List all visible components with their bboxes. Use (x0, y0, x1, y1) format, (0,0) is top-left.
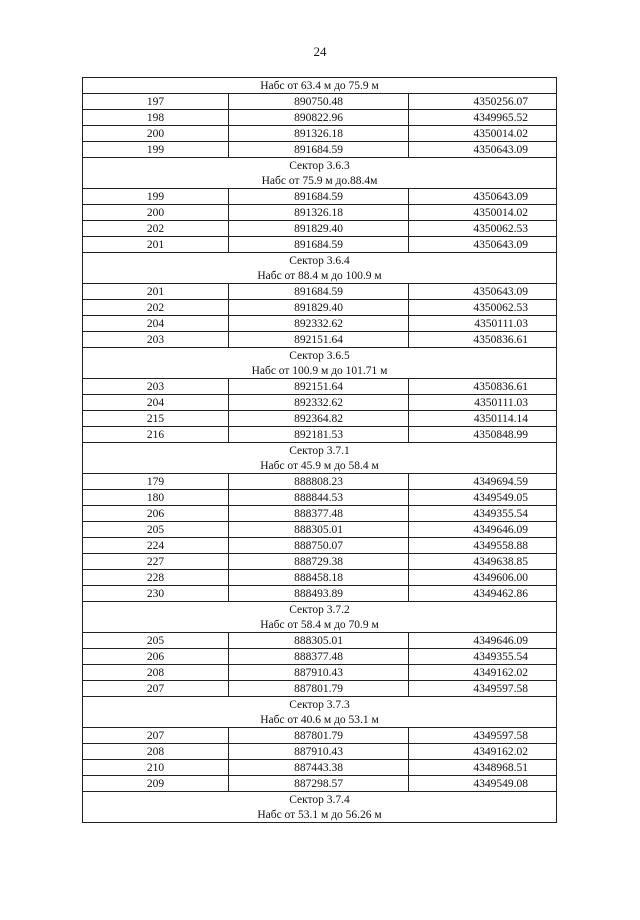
y-coordinate: 4349597.58 (409, 681, 557, 697)
height-range: Набс от 63.4 м до 75.9 м (83, 78, 557, 94)
point-number: 198 (83, 110, 229, 126)
y-coordinate: 4349965.52 (409, 110, 557, 126)
x-coordinate: 888305.01 (229, 522, 409, 538)
table-row (83, 554, 557, 570)
sector-title: Сектор 3.7.3 (83, 697, 557, 713)
sector-title: Сектор 3.6.3 (83, 158, 557, 174)
table-row (83, 744, 557, 760)
sector-title-row (83, 443, 557, 459)
point-number: 199 (83, 142, 229, 158)
table-row (83, 681, 557, 697)
y-coordinate: 4350111.03 (409, 395, 557, 411)
table-row (83, 221, 557, 237)
table-row (83, 570, 557, 586)
point-number: 200 (83, 205, 229, 221)
point-number: 199 (83, 189, 229, 205)
x-coordinate: 888844.53 (229, 490, 409, 506)
point-number: 197 (83, 94, 229, 110)
y-coordinate: 4349162.02 (409, 744, 557, 760)
table-row (83, 586, 557, 602)
point-number: 205 (83, 522, 229, 538)
y-coordinate: 4350114.14 (409, 411, 557, 427)
height-range-row (83, 712, 557, 728)
x-coordinate: 892181.53 (229, 427, 409, 443)
table-row (83, 205, 557, 221)
point-number: 207 (83, 681, 229, 697)
point-number: 204 (83, 316, 229, 332)
table-row (83, 665, 557, 681)
point-number: 201 (83, 237, 229, 253)
height-range-row (83, 363, 557, 379)
point-number: 216 (83, 427, 229, 443)
table-row (83, 427, 557, 443)
table-row (83, 506, 557, 522)
y-coordinate: 4349606.00 (409, 570, 557, 586)
point-number: 202 (83, 221, 229, 237)
point-number: 228 (83, 570, 229, 586)
x-coordinate: 891829.40 (229, 221, 409, 237)
point-number: 209 (83, 776, 229, 792)
sector-title-row (83, 602, 557, 618)
table-row (83, 411, 557, 427)
x-coordinate: 887443.38 (229, 760, 409, 776)
sector-title: Сектор 3.6.5 (83, 348, 557, 364)
y-coordinate: 4349355.54 (409, 649, 557, 665)
height-range-row (83, 173, 557, 189)
y-coordinate: 4350836.61 (409, 332, 557, 348)
y-coordinate: 4349597.58 (409, 728, 557, 744)
table-row (83, 395, 557, 411)
height-range-row (83, 807, 557, 823)
table-row (83, 189, 557, 205)
table-row (83, 776, 557, 792)
x-coordinate: 888458.18 (229, 570, 409, 586)
point-number: 210 (83, 760, 229, 776)
y-coordinate: 4350256.07 (409, 94, 557, 110)
table-row (83, 332, 557, 348)
table-row (83, 633, 557, 649)
x-coordinate: 888750.07 (229, 538, 409, 554)
x-coordinate: 892151.64 (229, 379, 409, 395)
y-coordinate: 4350643.09 (409, 237, 557, 253)
x-coordinate: 888305.01 (229, 633, 409, 649)
x-coordinate: 891829.40 (229, 300, 409, 316)
y-coordinate: 4350111.03 (409, 316, 557, 332)
y-coordinate: 4350643.09 (409, 189, 557, 205)
height-range-row (83, 617, 557, 633)
y-coordinate: 4350014.02 (409, 126, 557, 142)
x-coordinate: 891684.59 (229, 284, 409, 300)
x-coordinate: 892364.82 (229, 411, 409, 427)
table-row (83, 379, 557, 395)
point-number: 208 (83, 744, 229, 760)
page-number: 24 (313, 44, 327, 59)
table-row (83, 94, 557, 110)
x-coordinate: 887910.43 (229, 744, 409, 760)
sector-title-row (83, 792, 557, 808)
y-coordinate: 4350836.61 (409, 379, 557, 395)
x-coordinate: 887801.79 (229, 728, 409, 744)
point-number: 230 (83, 586, 229, 602)
height-range-row (83, 268, 557, 284)
sector-title: Сектор 3.7.2 (83, 602, 557, 618)
height-range: Набс от 40.6 м до 53.1 м (83, 712, 557, 728)
point-number: 224 (83, 538, 229, 554)
x-coordinate: 891684.59 (229, 142, 409, 158)
x-coordinate: 888493.89 (229, 586, 409, 602)
table-row (83, 142, 557, 158)
y-coordinate: 4349694.59 (409, 474, 557, 490)
coordinates-table-body (83, 78, 557, 823)
y-coordinate: 4350643.09 (409, 142, 557, 158)
x-coordinate: 892332.62 (229, 395, 409, 411)
point-number: 179 (83, 474, 229, 490)
point-number: 205 (83, 633, 229, 649)
x-coordinate: 888729.38 (229, 554, 409, 570)
table-row (83, 237, 557, 253)
height-range: Набс от 75.9 м до.88.4м (83, 173, 557, 189)
coordinates-table (82, 77, 557, 823)
point-number: 208 (83, 665, 229, 681)
y-coordinate: 4350062.53 (409, 221, 557, 237)
x-coordinate: 890822.96 (229, 110, 409, 126)
x-coordinate: 892332.62 (229, 316, 409, 332)
x-coordinate: 891684.59 (229, 237, 409, 253)
point-number: 204 (83, 395, 229, 411)
table-row (83, 522, 557, 538)
x-coordinate: 887910.43 (229, 665, 409, 681)
x-coordinate: 888808.23 (229, 474, 409, 490)
sector-title: Сектор 3.7.4 (83, 792, 557, 808)
y-coordinate: 4350062.53 (409, 300, 557, 316)
table-row (83, 126, 557, 142)
height-range: Набс от 45.9 м до 58.4 м (83, 458, 557, 474)
table-row (83, 284, 557, 300)
table-row (83, 316, 557, 332)
height-range: Набс от 88.4 м до 100.9 м (83, 268, 557, 284)
height-range: Набс от 100.9 м до 101.71 м (83, 363, 557, 379)
table-row (83, 760, 557, 776)
x-coordinate: 891326.18 (229, 126, 409, 142)
table-row (83, 538, 557, 554)
y-coordinate: 4349549.08 (409, 776, 557, 792)
sector-title-row (83, 697, 557, 713)
point-number: 206 (83, 506, 229, 522)
height-range-row (83, 78, 557, 94)
point-number: 207 (83, 728, 229, 744)
x-coordinate: 890750.48 (229, 94, 409, 110)
point-number: 203 (83, 332, 229, 348)
table-row (83, 300, 557, 316)
x-coordinate: 891326.18 (229, 205, 409, 221)
table-row (83, 649, 557, 665)
x-coordinate: 887298.57 (229, 776, 409, 792)
y-coordinate: 4349646.09 (409, 633, 557, 649)
x-coordinate: 891684.59 (229, 189, 409, 205)
x-coordinate: 888377.48 (229, 506, 409, 522)
y-coordinate: 4349638.85 (409, 554, 557, 570)
sector-title: Сектор 3.6.4 (83, 253, 557, 269)
sector-title-row (83, 253, 557, 269)
x-coordinate: 887801.79 (229, 681, 409, 697)
y-coordinate: 4349462.86 (409, 586, 557, 602)
table-row (83, 728, 557, 744)
height-range: Набс от 53.1 м до 56.26 м (83, 807, 557, 823)
y-coordinate: 4349355.54 (409, 506, 557, 522)
table-row (83, 110, 557, 126)
height-range: Набс от 58.4 м до 70.9 м (83, 617, 557, 633)
y-coordinate: 4349558.88 (409, 538, 557, 554)
table-row (83, 474, 557, 490)
sector-title-row (83, 158, 557, 174)
height-range-row (83, 458, 557, 474)
point-number: 206 (83, 649, 229, 665)
sector-title: Сектор 3.7.1 (83, 443, 557, 459)
y-coordinate: 4349646.09 (409, 522, 557, 538)
y-coordinate: 4350643.09 (409, 284, 557, 300)
point-number: 180 (83, 490, 229, 506)
point-number: 203 (83, 379, 229, 395)
y-coordinate: 4349162.02 (409, 665, 557, 681)
x-coordinate: 892151.64 (229, 332, 409, 348)
point-number: 202 (83, 300, 229, 316)
y-coordinate: 4348968.51 (409, 760, 557, 776)
point-number: 200 (83, 126, 229, 142)
x-coordinate: 888377.48 (229, 649, 409, 665)
y-coordinate: 4350014.02 (409, 205, 557, 221)
point-number: 227 (83, 554, 229, 570)
point-number: 201 (83, 284, 229, 300)
sector-title-row (83, 348, 557, 364)
y-coordinate: 4350848.99 (409, 427, 557, 443)
table-row (83, 490, 557, 506)
point-number: 215 (83, 411, 229, 427)
y-coordinate: 4349549.05 (409, 490, 557, 506)
